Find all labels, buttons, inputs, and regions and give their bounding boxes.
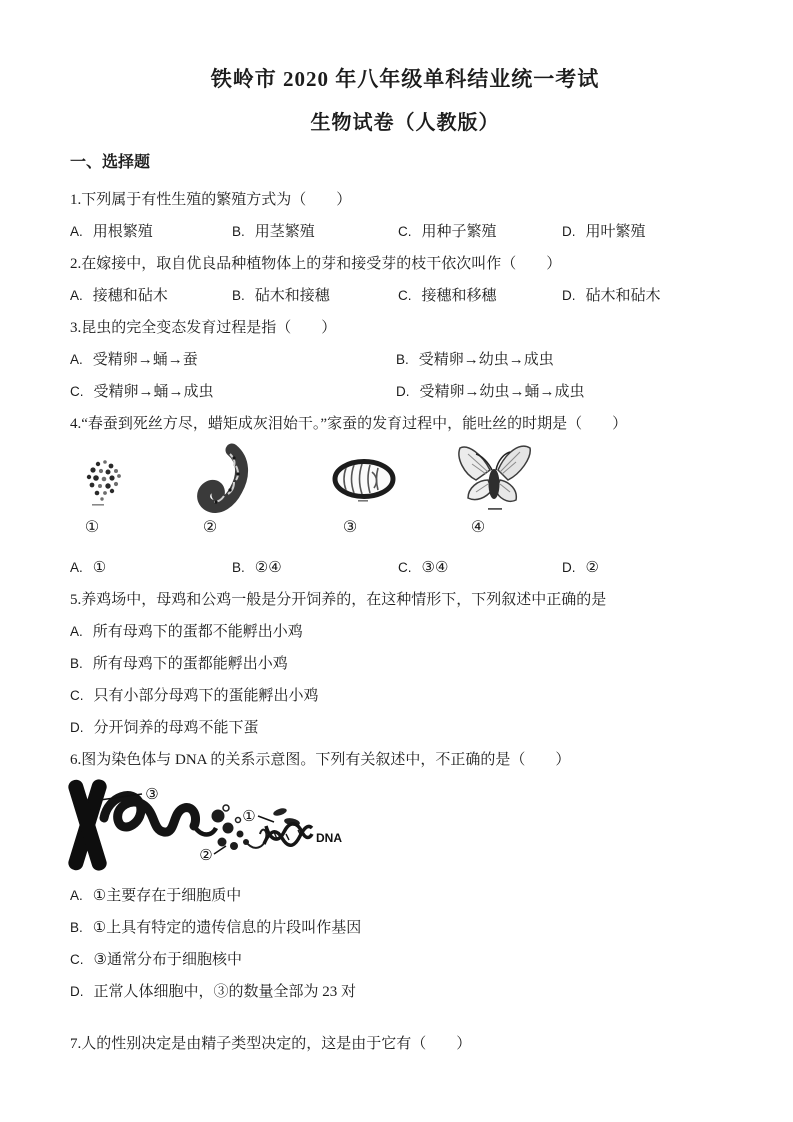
chromosome-dna-diagram <box>68 778 358 874</box>
larva-icon <box>192 442 254 516</box>
option-letter: C. <box>70 384 84 399</box>
question-6-option-d <box>70 976 740 1008</box>
question-5-stem: 5.养鸡场中，母鸡和公鸡一般是分开饲养的，在这种情形下，下列叙述中正确的是 <box>70 592 607 608</box>
option-letter: A. <box>70 560 83 575</box>
option-text: 受精卵→幼虫→成虫 <box>418 352 554 368</box>
question-4-options <box>70 552 740 584</box>
option-letter: C. <box>70 688 84 703</box>
question-6-option-b <box>70 912 740 944</box>
question-5-option-a <box>70 616 740 648</box>
option-letter: A. <box>70 624 83 639</box>
question-1-option-b <box>232 216 398 248</box>
question-4-option-d <box>562 552 740 584</box>
question-1 <box>70 184 740 248</box>
question-2-stem: 2.在嫁接中，取自优良品种植物体上的芽和接受芽的枝干依次叫作（ ） <box>70 256 562 272</box>
question-3 <box>70 312 740 408</box>
option-text: ①上具有特定的遗传信息的片段叫作基因 <box>92 920 362 936</box>
question-3-options-row1 <box>70 344 740 376</box>
question-2-option-a <box>70 280 232 312</box>
question-7-stem: 7.人的性别决定是由精子类型决定的，这是由于它有（ ） <box>70 1036 472 1052</box>
option-letter: B. <box>232 288 245 303</box>
question-5-option-b <box>70 648 740 680</box>
option-text: ② <box>585 560 599 576</box>
question-1-option-c <box>398 216 562 248</box>
question-2-option-b <box>232 280 398 312</box>
question-5-option-c <box>70 680 740 712</box>
option-text: 所有母鸡下的蛋都能孵出小鸡 <box>92 656 288 672</box>
chromosome-dna-figure <box>70 776 740 880</box>
option-text: ③④ <box>421 560 449 576</box>
option-text: 只有小部分母鸡下的蛋能孵出小鸡 <box>93 688 319 704</box>
question-1-stem: 1.下列属于有性生殖的繁殖方式为（ ） <box>70 192 352 208</box>
question-2-options <box>70 280 740 312</box>
option-letter: B. <box>396 352 409 367</box>
option-letter: B. <box>232 560 245 575</box>
stage-label-1: ① <box>84 519 100 536</box>
option-text: ②④ <box>254 560 282 576</box>
question-6-option-a <box>70 880 740 912</box>
figure-label-3: ③ <box>145 787 159 803</box>
section-heading: 一、选择题 <box>70 154 151 171</box>
question-2-option-c <box>398 280 562 312</box>
question-4-option-c <box>398 552 562 584</box>
option-text: ③通常分布于细胞核中 <box>93 952 242 968</box>
question-3-stem: 3.昆虫的完全变态发育过程是指（ ） <box>70 320 337 336</box>
option-letter: B. <box>70 656 83 671</box>
option-letter: C. <box>398 288 412 303</box>
question-3-option-c <box>70 376 396 408</box>
silkworm-eggs-image <box>78 452 130 508</box>
question-4-option-b <box>232 552 398 584</box>
question-5 <box>70 584 740 744</box>
question-3-options-row2 <box>70 376 740 408</box>
option-text: 用茎繁殖 <box>254 224 315 240</box>
option-text: 受精卵→幼虫→蛹→成虫 <box>419 384 585 400</box>
silkworm-moth-image <box>452 440 536 512</box>
silkworm-larva-image <box>192 442 254 516</box>
figure-label-2: ② <box>199 848 213 864</box>
question-3-option-d <box>396 376 740 408</box>
option-letter: D. <box>562 288 576 303</box>
option-text: 接穗和砧木 <box>92 288 168 304</box>
question-6-stem: 6.图为染色体与 DNA 的关系示意图。下列有关叙述中，不正确的是（ ） <box>70 752 571 768</box>
option-letter: D. <box>70 720 84 735</box>
option-letter: D. <box>70 984 84 999</box>
figure-label-1: ① <box>242 809 256 825</box>
stage-label-2: ② <box>202 519 218 536</box>
option-letter: C. <box>70 952 84 967</box>
paper-subtitle: 生物试卷（人教版） <box>310 112 500 134</box>
question-3-option-a <box>70 344 396 376</box>
option-letter: A. <box>70 288 83 303</box>
question-4-stem: 4.“春蚕到死丝方尽，蜡矩成灰泪始干。”家蚕的发育过程中，能吐丝的时期是（ ） <box>70 416 628 432</box>
option-letter: A. <box>70 224 83 239</box>
option-text: 受精卵→蛹→成虫 <box>93 384 214 400</box>
option-text: ① <box>92 560 107 576</box>
question-7 <box>70 1028 740 1060</box>
stage-label-4: ④ <box>470 519 486 536</box>
figure-dna-label: DNA <box>316 831 342 845</box>
question-1-options <box>70 216 740 248</box>
option-text: 所有母鸡下的蛋都不能孵出小鸡 <box>92 624 303 640</box>
option-letter: D. <box>562 560 576 575</box>
question-5-option-d <box>70 712 740 744</box>
option-letter: C. <box>398 224 412 239</box>
question-1-option-d <box>562 216 740 248</box>
option-letter: B. <box>232 224 245 239</box>
question-2 <box>70 248 740 312</box>
moth-icon <box>452 440 536 512</box>
eggs-icon <box>78 452 130 508</box>
option-text: 受精卵→蛹→蚕 <box>92 352 198 368</box>
option-letter: A. <box>70 352 83 367</box>
option-letter: A. <box>70 888 83 903</box>
option-text: 砧木和接穗 <box>254 288 330 304</box>
question-2-option-d <box>562 280 740 312</box>
option-text: 分开饲养的母鸡不能下蛋 <box>93 720 259 736</box>
question-6 <box>70 744 740 1008</box>
option-text: 用叶繁殖 <box>585 224 646 240</box>
option-text: 正常人体细胞中，③的数量全部为 23 对 <box>93 984 357 1000</box>
question-4-option-a <box>70 552 232 584</box>
option-text: 用种子繁殖 <box>421 224 497 240</box>
stage-label-3: ③ <box>342 519 358 536</box>
option-text: 接穗和移穗 <box>421 288 497 304</box>
question-1-option-a <box>70 216 232 248</box>
pupa-icon <box>332 458 396 504</box>
option-letter: C. <box>398 560 412 575</box>
question-4 <box>70 408 740 584</box>
option-letter: B. <box>70 920 83 935</box>
silkworm-pupa-image <box>332 458 396 504</box>
question-6-option-c <box>70 944 740 976</box>
silkworm-lifecycle-figure <box>70 440 740 552</box>
option-text: 砧木和砧木 <box>585 288 661 304</box>
option-letter: D. <box>396 384 410 399</box>
option-letter: D. <box>562 224 576 239</box>
question-3-option-b <box>396 344 740 376</box>
paper-title: 铁岭市 2020 年八年级单科结业统一考试 <box>210 67 600 91</box>
option-text: ①主要存在于细胞质中 <box>92 888 242 904</box>
option-text: 用根繁殖 <box>92 224 153 240</box>
